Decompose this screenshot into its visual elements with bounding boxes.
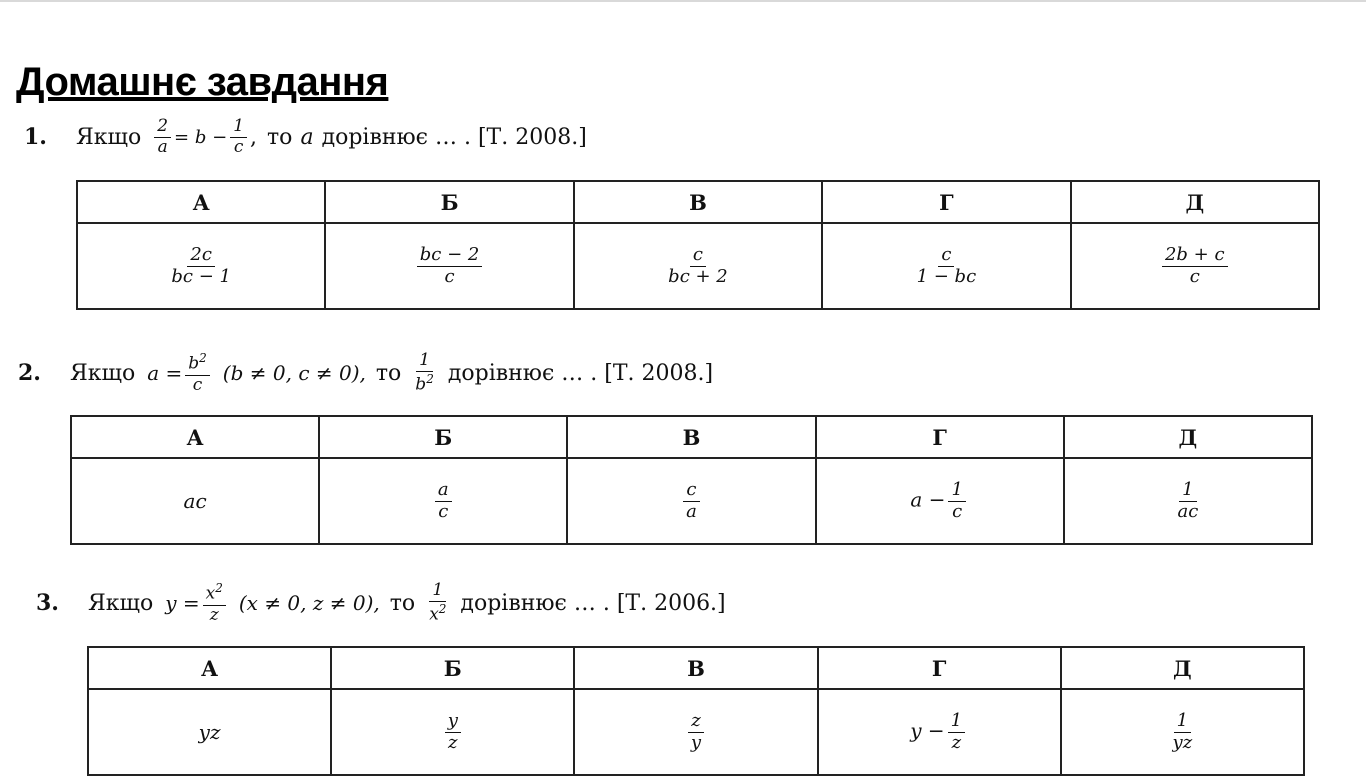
denominator: b [415,374,427,395]
numerator: 1 [948,481,965,502]
answer-row [71,458,1312,544]
answer-cell [71,458,319,544]
condition: (b ≠ 0, c ≠ 0), [222,361,366,386]
numerator: c [683,481,699,502]
problem-tail: дорівнює … . [Т. 2008.] [321,124,587,150]
denominator: x [429,604,439,625]
problem-tail: дорівнює … . [Т. 2006.] [460,590,726,616]
numerator: a [435,481,452,502]
denominator: z [951,731,962,753]
answer-table-2 [70,415,1313,545]
numerator: 1 [1179,481,1196,502]
equation-fraction [185,352,210,394]
option-header: В [567,416,815,458]
if-word: Якщо [88,590,154,616]
answer-cell [1061,689,1304,775]
top-border [0,0,1366,2]
option-header: А [88,647,331,689]
exponent: 2 [438,601,447,616]
problem-1-statement [24,118,587,157]
numerator: z [688,712,703,733]
then-word: то [267,124,293,150]
problem-3-statement [36,582,726,624]
denominator: y [690,731,702,753]
equation-lhs: a = [147,361,183,386]
problem-number: 1. [24,124,47,151]
numerator: 1 [416,352,433,372]
numerator: bc − 2 [417,246,483,267]
answer-row [88,689,1304,775]
answer-cell [567,458,815,544]
answer-row [77,223,1319,309]
denominator: 1 − bc [916,265,977,287]
answer-table-3 [87,646,1305,776]
denominator: bc − 1 [171,265,231,287]
numerator: 2c [187,246,215,267]
comma: , [250,124,258,150]
if-word: Якщо [76,124,142,150]
option-header: Д [1071,181,1319,223]
denominator: a [157,136,168,157]
answer-cell [816,458,1064,544]
equation-fraction [154,118,171,157]
problem-number: 2. [18,360,41,387]
numerator: 2b + c [1162,246,1228,267]
option-header: А [71,416,319,458]
option-header: Г [816,416,1064,458]
answer-cell [574,223,822,309]
denominator: c [444,265,455,287]
denominator: a [686,500,697,522]
question-fraction [412,352,437,394]
header-row [77,181,1319,223]
denominator: bc + 2 [668,265,728,287]
header-row [71,416,1312,458]
answer-prefix: y − [910,718,945,742]
question-fraction [426,582,449,624]
option-header: Д [1061,647,1304,689]
numerator: y [445,712,461,733]
numerator: 1 [948,712,965,733]
equation-fraction [203,582,226,624]
answer-cell [818,689,1061,775]
option-header: Б [331,647,574,689]
denominator: c [952,500,963,522]
answer-prefix: a − [910,487,946,511]
option-header: Б [319,416,567,458]
equation-middle: = b − [174,126,228,148]
numerator: c [690,246,706,267]
exponent: 2 [199,351,207,365]
denominator: c [1189,265,1200,287]
denominator: yz [1172,731,1193,753]
denominator: z [448,731,458,753]
denominator: c [192,374,203,395]
answer-cell [88,689,331,775]
option-header: Г [822,181,1070,223]
option-header: А [77,181,325,223]
equation-lhs: y = [165,591,200,616]
problem-number: 3. [36,590,59,617]
denominator: ac [1177,500,1199,522]
denominator: c [438,500,449,522]
option-header: Б [325,181,573,223]
answer-cell [1064,458,1312,544]
answer-cell [331,689,574,775]
if-word: Якщо [70,360,136,386]
answer-cell [822,223,1070,309]
answer-cell [325,223,573,309]
target-variable: a [300,124,314,150]
answer-cell [574,689,817,775]
answer-text: ac [183,489,207,513]
equation-fraction-2 [230,118,247,157]
condition: (x ≠ 0, z ≠ 0), [238,591,380,616]
problem-2-statement [18,352,713,394]
denominator: c [233,136,244,157]
numerator: x [205,583,216,604]
numerator: 1 [230,118,247,138]
exponent: 2 [426,371,434,386]
numerator: 1 [429,582,446,602]
answer-text: yz [198,720,221,744]
numerator: 2 [154,118,171,138]
answer-cell [1071,223,1319,309]
answer-cell [319,458,567,544]
then-word: то [389,590,416,616]
option-header: Г [818,647,1061,689]
option-header: В [574,181,822,223]
header-row [88,647,1304,689]
exponent: 2 [215,581,223,595]
denominator: z [209,604,219,625]
answer-table-1 [76,180,1320,310]
numerator: b [188,353,200,374]
numerator: c [938,246,954,267]
option-header: Д [1064,416,1312,458]
answer-cell [77,223,325,309]
option-header: В [574,647,817,689]
page-title: Домашнє завдання [16,60,389,104]
numerator: 1 [1174,712,1191,733]
problem-tail: дорівнює … . [Т. 2008.] [447,360,714,386]
then-word: то [375,360,402,386]
